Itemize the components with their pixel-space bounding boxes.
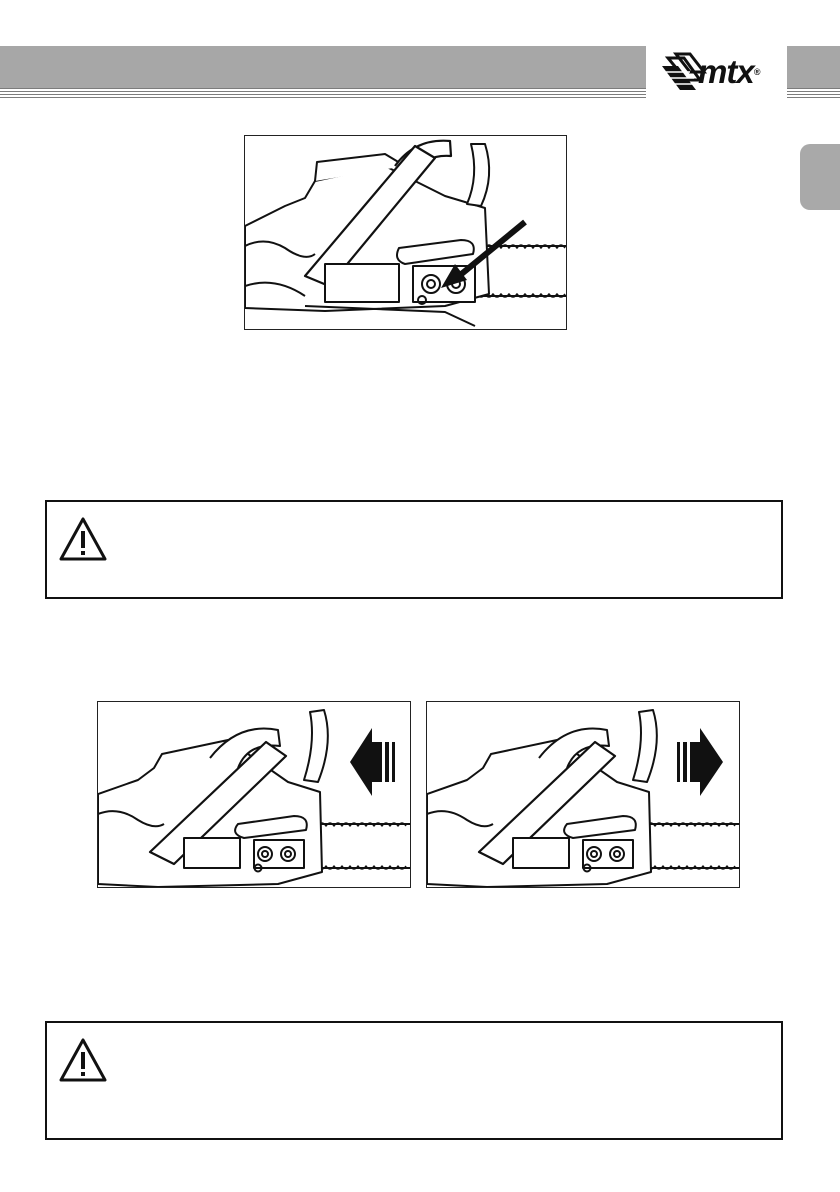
chainsaw-illustration xyxy=(245,136,566,329)
figure-oil-pump-screw xyxy=(244,135,567,330)
chainsaw-illustration xyxy=(98,702,410,887)
header-band-left xyxy=(0,46,646,88)
section-tab xyxy=(800,144,840,210)
arrow-left-icon xyxy=(350,728,395,796)
chainsaw-illustration xyxy=(427,702,739,887)
header-band-right xyxy=(787,46,840,88)
warning-box-1 xyxy=(45,500,783,599)
header-rule-left xyxy=(0,88,646,98)
arrow-right-icon xyxy=(677,728,723,796)
warning-triangle-icon xyxy=(58,1037,108,1083)
figure-direction-right xyxy=(426,701,740,888)
warning-triangle-icon xyxy=(58,516,108,562)
header-rule-right xyxy=(787,88,840,98)
warning-box-2 xyxy=(45,1021,783,1140)
brand-name: mtx® xyxy=(698,53,760,90)
figure-direction-left xyxy=(97,701,411,888)
